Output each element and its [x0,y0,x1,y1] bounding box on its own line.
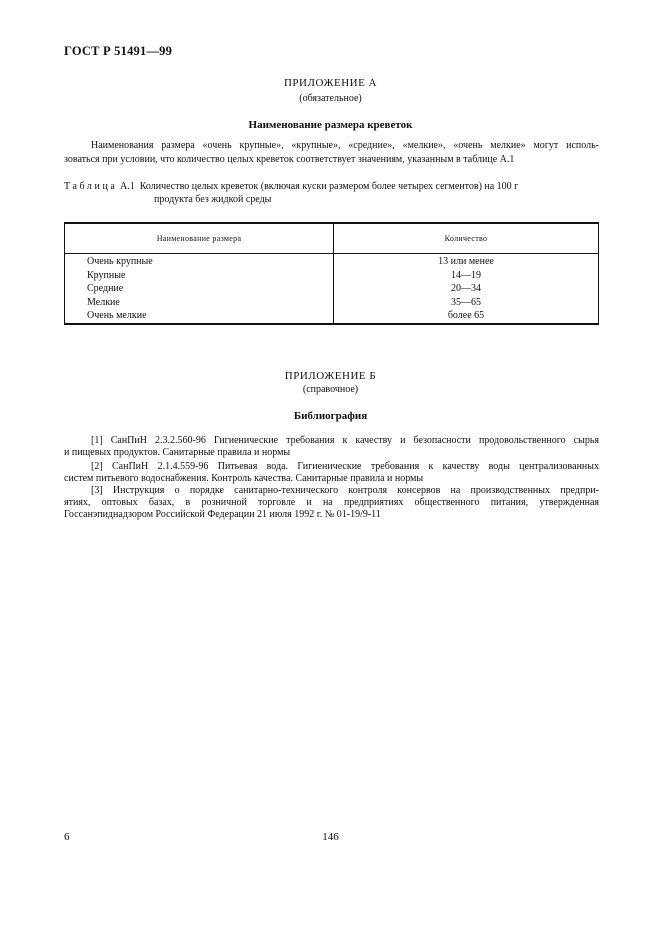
quantity-cell: 20—34 [334,282,599,296]
size-name-cell: Очень мелкие [65,309,334,324]
table-caption-label: Таблица [64,181,118,192]
document-code: ГОСТ Р 51491—99 [64,44,173,58]
table-header-row [65,223,599,254]
table-caption-text-cont: продукта без жидкой среды [154,194,272,205]
page-number-left: 6 [64,831,70,843]
appendix-b-title: ПРИЛОЖЕНИЕ Б [284,370,377,382]
size-name-cell: Очень крупные [65,254,334,269]
size-name-cell: Крупные [65,269,334,283]
appendix-a-status: (обязательное) [299,93,362,104]
bibliography-line: [3] Инструкция о порядке санитарно-технического контроля консервов на производственных предпри- [91,485,599,496]
paragraph-line: Наименования размера «очень крупные», «крупные», «средние», «мелкие», «очень мелкие» могут исполь- [91,140,599,151]
size-name-cell: Мелкие [65,296,334,310]
column-header-size: Наименование размера [65,223,334,254]
size-name-cell: Средние [65,282,334,296]
appendix-b-heading: Библиография [293,410,368,422]
bibliography-line: систем питьевого водоснабжения. Контроль качества. Санитарные правила и нормы [64,473,424,484]
appendix-a-title: ПРИЛОЖЕНИЕ А [283,77,377,89]
bibliography-item [64,435,599,459]
column-header-quantity: Количество [334,223,599,254]
appendix-a-paragraph [64,139,599,167]
bibliography-line: и пищевых продуктов. Санитарные правила и нормы [64,447,291,458]
table-caption-text: Количество целых креветок (включая куски размером более четырех сегментов) на 100 г [139,181,519,192]
bibliography-line: [1] СанПиН 2.3.2.560-96 Гигиенические требования к качеству и безопасности продовольственного сырья [91,435,599,446]
paragraph-line: зоваться при условии, что количество целых креветок соответствует значениям, указанным в таблице А.1 [64,154,515,165]
bibliography-line: [2] СанПиН 2.1.4.559-96 Питьевая вода. Гигиенические требования к качеству воды централизованных [91,461,599,472]
bibliography-line: ятиях, оптовых базах, в розничной торговле и на предприятиях общественного питания, утвержденная [64,497,599,508]
table-row [65,296,599,310]
table-caption [64,180,604,206]
bibliography-item [64,461,599,485]
shrimp-size-table [64,222,599,325]
bibliography-line: Госсанэпиднадзором Российской Федерации 21 июля 1992 г. № 01-19/9-11 [64,509,381,520]
quantity-cell: 13 или менее [334,254,599,269]
page-number-center: 146 [322,831,339,843]
table-row [65,269,599,283]
table-row [65,282,599,296]
table-row [65,254,599,269]
table-row [65,309,599,324]
quantity-cell: 35—65 [334,296,599,310]
table-caption-number: А.1 [119,181,135,192]
bibliography-item [64,485,599,521]
appendix-b-status: (справочное) [302,384,359,395]
quantity-cell: более 65 [334,309,599,324]
quantity-cell: 14—19 [334,269,599,283]
appendix-a-heading: Наименование размера креветок [248,119,413,131]
